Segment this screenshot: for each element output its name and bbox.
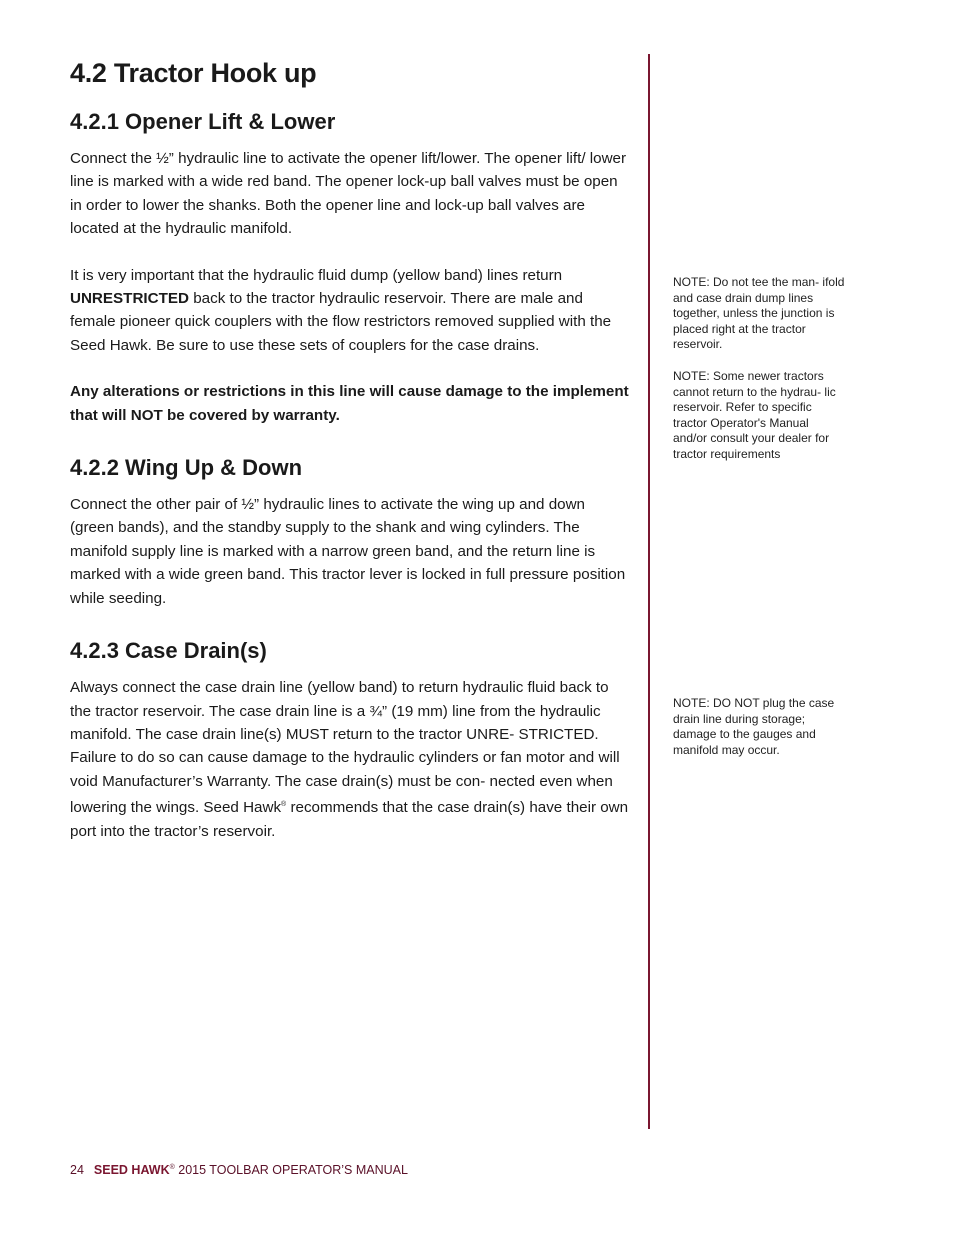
emphasis-text: UNRESTRICTED [70,290,189,308]
paragraph-text: It is very important that the hydraulic fluid dump (yellow band) lines return [70,266,563,284]
paragraph: Connect the other pair of ½” hydraulic lines to activate the wing up and down (green bands), and the standby supply to the shank and wing cylinders. The manifold supply line is marked with a narrow green band, and the return line is marked with a wide green band. This tractor lever is locked in full pressure position while seeding. [70,496,626,607]
paragraph-text: Always connect the case drain line (yellow band) to return hydraulic fluid back to the tractor reservoir. The case drain line is a ¾” (19 mm) line from the hydraulic manifold. The case drain line(s) MUST return to the tractor UNRE- STRICTED. Failure to do so can cause damage to the hydraulic cylinders or fan motor and will void Manufacturer’s Warranty. The case drain(s) must be con- nected even when lowering the wings. Seed Hawk [70,679,620,817]
page-footer [70,1163,408,1177]
manual-title: 2015 TOOLBAR OPERATOR’S MANUAL [174,1163,408,1177]
paragraph [70,676,630,843]
section-heading: 4.2.2 Wing Up & Down [70,455,303,481]
side-note: NOTE: DO NOT plug the case drain line during storage; damage to the gauges and manifold may occur. [673,696,835,757]
brand-name: SEED HAWK [93,1163,170,1177]
section-wing-up-down [70,455,630,610]
margin-divider [648,54,650,1129]
paragraph [70,264,630,358]
warning-paragraph: Any alterations or restrictions in this line will cause damage to the implement that will NOT be covered by warranty. [70,383,629,424]
main-content [70,58,630,843]
paragraph-text: recommends that the case drain(s) have their own port into the tractor’s reservoir. [70,799,629,840]
registered-mark: ® [169,1163,175,1171]
side-note: NOTE: Do not tee the man- ifold and case drain dump lines together, unless the junction is placed right at the tractor reservoir. [673,275,845,352]
section-heading: 4.2.3 Case Drain(s) [70,638,267,664]
section-case-drain [70,638,630,843]
paragraph: Connect the ½” hydraulic line to activate the opener lift/lower. The opener lift/ lower line is marked with a wide red band. The opener lock-up ball valves must be open in order to lower the shanks. Both the opener line and lock-up ball valves are located at the hydraulic manifold. [70,150,627,238]
section-opener-lift [70,109,630,427]
page-number: 24 [70,1163,84,1177]
registered-mark: ® [281,801,287,809]
section-heading: 4.2.1 Opener Lift & Lower [70,109,336,134]
page-title: 4.2 Tractor Hook up [70,58,317,88]
side-note: NOTE: Some newer tractors cannot return to the hydrau- lic reservoir. Refer to specific tractor Operator's Manual and/or consult your dealer for tractor requirements [673,369,836,461]
paragraph-text: back to the tractor hydraulic reservoir. There are male and female pioneer quick couplers with the flow restrictors removed supplied with the Seed Hawk. Be sure to use these sets of couplers for the case drains. [70,290,612,354]
